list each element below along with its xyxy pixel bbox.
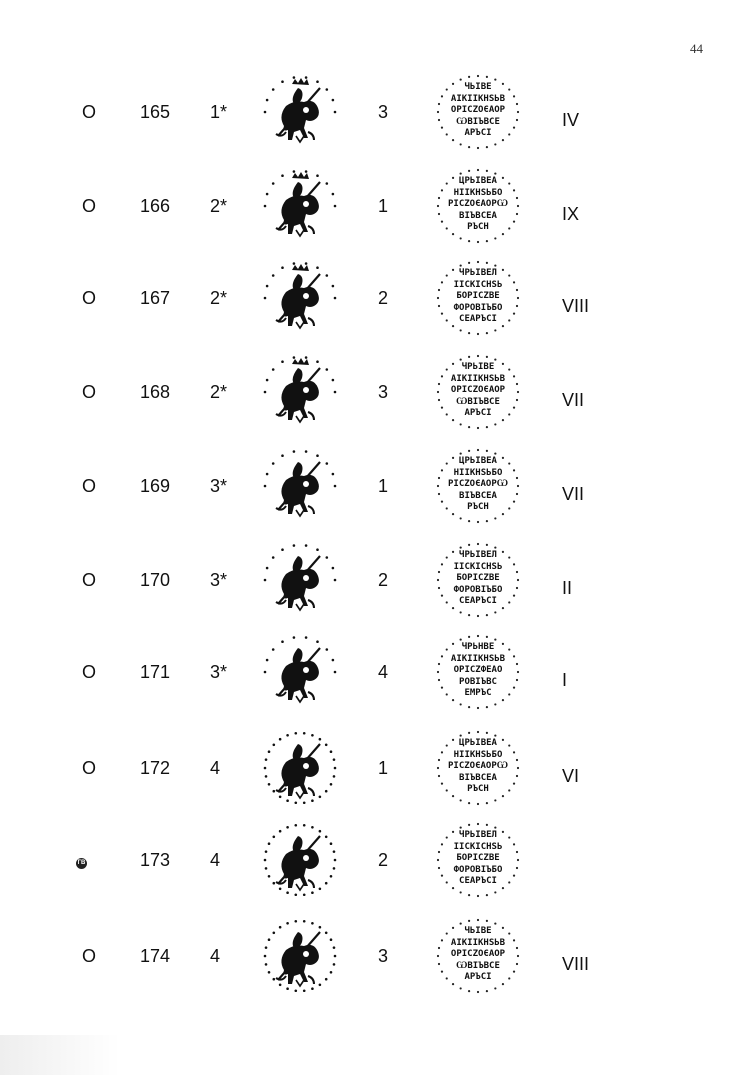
catalog-number: 174 bbox=[140, 946, 171, 966]
specimen-count: 4 bbox=[378, 662, 389, 682]
catalog-row bbox=[0, 352, 730, 432]
inscription-text bbox=[436, 642, 520, 700]
obverse-rider-icon bbox=[262, 918, 338, 994]
inscription-line: ЧЬІВЕ bbox=[464, 926, 492, 936]
variant-number: 2* bbox=[210, 382, 228, 402]
inscription-line: ОРІСZОЄАОР bbox=[450, 949, 506, 959]
coin-type-mark: O bbox=[82, 382, 97, 402]
specimen-count: 3 bbox=[378, 102, 389, 122]
inscription-line: ЦРЬІВЕА bbox=[459, 176, 497, 186]
coin-type-mark: O bbox=[82, 570, 97, 590]
variant-number: 3* bbox=[210, 476, 228, 496]
roman-numeral: VII bbox=[562, 390, 585, 410]
reverse-inscription bbox=[436, 728, 520, 804]
inscription-line: БОРІСZВЕ bbox=[456, 573, 500, 583]
inscription-line: АІКІІКНЅЬВ bbox=[450, 937, 506, 948]
inscription-text bbox=[436, 176, 520, 234]
obverse-rider-icon bbox=[262, 260, 338, 336]
inscription-text bbox=[436, 82, 520, 140]
inscription-line: ЧРЬІВЕЛ bbox=[459, 550, 497, 560]
inscription-line: СЕАРЪСІ bbox=[459, 876, 497, 886]
badge-mark: ГВ bbox=[76, 858, 87, 869]
catalog-row bbox=[0, 632, 730, 712]
page-number: 44 bbox=[690, 41, 703, 56]
inscription-line: ЕМРЪС bbox=[464, 688, 492, 698]
roman-numeral: I bbox=[562, 670, 568, 690]
coin-type-mark: O bbox=[82, 758, 97, 778]
reverse-inscription bbox=[436, 166, 520, 242]
inscription-line: РЪСН bbox=[467, 502, 489, 512]
variant-number: 3* bbox=[210, 570, 228, 590]
inscription-line: АРЪСІ bbox=[464, 408, 492, 418]
inscription-text bbox=[436, 362, 520, 420]
inscription-line: ЧРЬІВЕЛ bbox=[459, 268, 497, 278]
inscription-line: РЪСН bbox=[467, 784, 489, 794]
inscription-line: АІКІІКНЅЬВ bbox=[450, 653, 506, 664]
catalog-row bbox=[0, 916, 730, 996]
catalog-row bbox=[0, 728, 730, 808]
inscription-line: СЕАРЪСІ bbox=[459, 314, 497, 324]
inscription-line: ЦРЬІВЕА bbox=[459, 456, 497, 466]
obverse-rider-icon bbox=[262, 542, 338, 618]
coin-type-mark: O bbox=[82, 476, 97, 496]
variant-number: 3* bbox=[210, 662, 228, 682]
inscription-line: ВІЪВСЕА bbox=[459, 490, 497, 501]
catalog-number: 167 bbox=[140, 288, 171, 308]
roman-numeral: VIII bbox=[562, 954, 590, 974]
catalog-row bbox=[0, 446, 730, 526]
variant-number: 4 bbox=[210, 850, 221, 870]
catalog-row bbox=[0, 540, 730, 620]
inscription-line: РЪСН bbox=[467, 222, 489, 232]
inscription-line: ВІЪВСЕА bbox=[459, 772, 497, 783]
inscription-line: АРЪСІ bbox=[464, 128, 492, 138]
inscription-line: АІКІІКНЅЬВ bbox=[450, 373, 506, 384]
inscription-line: ЧРЬІВЕЛ bbox=[459, 830, 497, 840]
inscription-line: ЦРЬІВЕА bbox=[459, 738, 497, 748]
specimen-count: 2 bbox=[378, 570, 389, 590]
specimen-count: 2 bbox=[378, 288, 389, 308]
coin-type-mark: O bbox=[82, 288, 97, 308]
reverse-inscription bbox=[436, 632, 520, 708]
reverse-inscription bbox=[436, 916, 520, 992]
roman-numeral: II bbox=[562, 578, 573, 598]
roman-numeral: VI bbox=[562, 766, 580, 786]
inscription-line: ІІСКІСНЅЬ bbox=[453, 841, 503, 852]
inscription-line: РОВІЪВС bbox=[459, 676, 497, 687]
inscription-line: НІІКНЅЬБО bbox=[453, 749, 503, 760]
inscription-line: ѠВІЪВСЕ bbox=[456, 960, 500, 971]
catalog-number: 173 bbox=[140, 850, 171, 870]
roman-numeral: IV bbox=[562, 110, 580, 130]
catalog-row bbox=[0, 166, 730, 246]
obverse-rider-icon bbox=[262, 634, 338, 710]
inscription-text bbox=[436, 456, 520, 514]
specimen-count: 2 bbox=[378, 850, 389, 870]
catalog-number: 168 bbox=[140, 382, 171, 402]
variant-number: 2* bbox=[210, 288, 228, 308]
inscription-line: РІСZОЄАОРѠ bbox=[447, 199, 509, 209]
coin-type-mark bbox=[76, 852, 87, 872]
inscription-line: ФОРОВІЪБО bbox=[453, 864, 503, 875]
obverse-rider-icon bbox=[262, 822, 338, 898]
specimen-count: 1 bbox=[378, 758, 389, 778]
inscription-text bbox=[436, 550, 520, 608]
inscription-line: ВІЪВСЕА bbox=[459, 210, 497, 221]
obverse-rider-icon bbox=[262, 448, 338, 524]
catalog-number: 166 bbox=[140, 196, 171, 216]
inscription-text bbox=[436, 738, 520, 796]
reverse-inscription bbox=[436, 352, 520, 428]
inscription-line: ЧРЬНВЕ bbox=[461, 642, 495, 652]
inscription-line: АРЪСІ bbox=[464, 972, 492, 982]
coin-type-mark: O bbox=[82, 196, 97, 216]
reverse-inscription bbox=[436, 540, 520, 616]
specimen-count: 3 bbox=[378, 946, 389, 966]
inscription-line: ОРІСZОЄАОР bbox=[450, 385, 506, 395]
variant-number: 4 bbox=[210, 758, 221, 778]
inscription-line: РІСZОЄАОРѠ bbox=[447, 479, 509, 489]
reverse-inscription bbox=[436, 258, 520, 334]
inscription-line: ФОРОВІЪБО bbox=[453, 584, 503, 595]
catalog-row bbox=[0, 820, 730, 900]
inscription-line: ФОРОВІЪБО bbox=[453, 302, 503, 313]
coin-type-mark: O bbox=[82, 946, 97, 966]
inscription-line: СЕАРЪСІ bbox=[459, 596, 497, 606]
coin-type-mark: O bbox=[82, 662, 97, 682]
inscription-line: ОРІСZФЕАО bbox=[453, 665, 503, 675]
inscription-line: ОРІСZОЄАОР bbox=[450, 105, 506, 115]
inscription-line: БОРІСZВЕ bbox=[456, 291, 500, 301]
obverse-rider-icon bbox=[262, 730, 338, 806]
inscription-text bbox=[436, 268, 520, 326]
inscription-line: ІІСКІСНЅЬ bbox=[453, 561, 503, 572]
obverse-rider-icon bbox=[262, 168, 338, 244]
variant-number: 2* bbox=[210, 196, 228, 216]
inscription-line: БОРІСZВЕ bbox=[456, 853, 500, 863]
catalog-number: 169 bbox=[140, 476, 171, 496]
roman-numeral: IX bbox=[562, 204, 580, 224]
inscription-line: ѠВІЪВСЕ bbox=[456, 396, 500, 407]
reverse-inscription bbox=[436, 446, 520, 522]
inscription-line: ЧЬІВЕ bbox=[464, 82, 492, 92]
catalog-row bbox=[0, 72, 730, 152]
catalog-number: 171 bbox=[140, 662, 171, 682]
obverse-rider-icon bbox=[262, 74, 338, 150]
coin-type-mark: O bbox=[82, 102, 97, 122]
scan-edge-shadow bbox=[0, 1035, 120, 1075]
inscription-line: НІІКНЅЬБО bbox=[453, 467, 503, 478]
catalog-row bbox=[0, 258, 730, 338]
inscription-line: РІСZОЄАОРѠ bbox=[447, 761, 509, 771]
specimen-count: 1 bbox=[378, 476, 389, 496]
reverse-inscription bbox=[436, 820, 520, 896]
roman-numeral: VII bbox=[562, 484, 585, 504]
inscription-text bbox=[436, 830, 520, 888]
inscription-line: НІІКНЅЬБО bbox=[453, 187, 503, 198]
roman-numeral: VIII bbox=[562, 296, 590, 316]
catalog-number: 172 bbox=[140, 758, 171, 778]
reverse-inscription bbox=[436, 72, 520, 148]
specimen-count: 1 bbox=[378, 196, 389, 216]
catalog-number: 165 bbox=[140, 102, 171, 122]
specimen-count: 3 bbox=[378, 382, 389, 402]
inscription-line: ѠВІЪВСЕ bbox=[456, 116, 500, 127]
inscription-text bbox=[436, 926, 520, 984]
catalog-number: 170 bbox=[140, 570, 171, 590]
obverse-rider-icon bbox=[262, 354, 338, 430]
inscription-line: ІІСКІСНЅЬ bbox=[453, 279, 503, 290]
inscription-line: АІКІІКНЅЬВ bbox=[450, 93, 506, 104]
variant-number: 4 bbox=[210, 946, 221, 966]
variant-number: 1* bbox=[210, 102, 228, 122]
inscription-line: ЧРЬІВЕ bbox=[461, 362, 495, 372]
